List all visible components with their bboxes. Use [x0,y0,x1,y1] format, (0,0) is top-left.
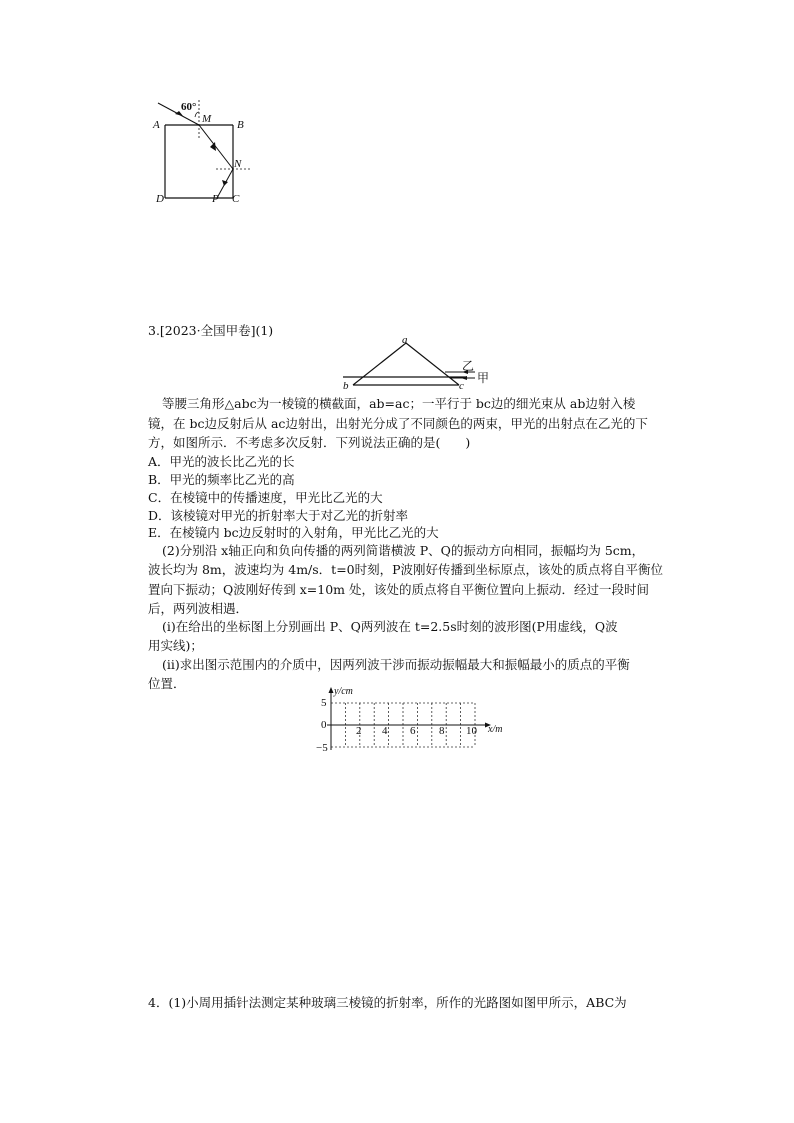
q3-part2-line-2: 波长均为 8m，波速均为 4m/s．t=0时刻，P波刚好传播到坐标原点，该处的质点将自平衡位 [148,562,664,577]
x-tick-6: 6 [410,725,416,737]
vertex-label-a-small: a [402,334,408,346]
x-tick-2: 2 [356,725,362,737]
vertex-label-c: C [232,193,240,205]
option-a: A．甲光的波长比乙光的长 [148,454,295,469]
beam-label-jia: 甲 [477,371,490,385]
q3-sub-ii-line-2: 位置． [148,676,186,691]
vertex-label-d: D [156,193,164,205]
q3-sub-i-line-1: (ⅰ)在给出的坐标图上分别画出 P、Q两列波在 t=2.5s时刻的波形图(P用虚线，Q波 [162,619,618,634]
q3-stem-line-1: 等腰三角形△abc为一棱镜的横截面，ab=ac；一平行于 bc边的细光束从 ab边射入棱 [162,396,636,411]
option-e: E．在棱镜内 bc边反射时的入射角，甲光比乙光的大 [148,525,439,540]
option-c: C．在棱镜中的传播速度，甲光比乙光的大 [148,490,383,505]
point-label-p: P [212,193,219,205]
q3-stem-line-3: 方，如图所示．不考虑多次反射．下列说法正确的是( ) [148,435,471,450]
option-d: D．该棱镜对甲光的折射率大于对乙光的折射率 [148,508,409,523]
point-label-n: N [234,158,242,170]
y-tick-0: 0 [321,719,327,731]
option-b: B．甲光的频率比乙光的高 [148,472,295,487]
x-tick-8: 8 [439,725,445,737]
q3-part2-line-1: (2)分别沿 x轴正向和负向传播的两列简谐横波 P、Q的振动方向相同，振幅均为 5cm， [162,543,645,558]
y-axis-label: y/cm [334,686,353,697]
question-4-line: 4．(1)小周用插针法测定某种玻璃三棱镜的折射率，所作的光路图如图甲所示，ABC为 [148,995,627,1010]
beam-label-yi: 乙 [462,359,475,373]
q3-stem-line-2: 镜，在 bc边反射后从 ac边射出，出射光分成了不同颜色的两束，甲光的出射点在乙光的下 [148,416,648,431]
vertex-label-c-small: c [459,380,464,392]
angle-label: 60° [181,101,197,113]
point-label-m: M [202,113,212,125]
q3-sub-ii-line-1: (ⅱ)求出图示范围内的介质中，因两列波干涉而振动振幅最大和振幅最小的质点的平衡 [162,657,630,672]
vertex-label-a: A [153,119,160,131]
question-3-header: 3.[2023·全国甲卷](1) [148,323,274,338]
q3-sub-i-line-2: 用实线)； [148,638,203,653]
y-tick-minus-5: −5 [316,742,328,754]
vertex-label-b-small: b [343,380,349,392]
q3-part2-line-4: 后，两列波相遇． [148,601,249,616]
x-axis-label: x/m [488,724,503,735]
y-tick-5: 5 [321,697,327,709]
x-tick-4: 4 [382,725,388,737]
x-tick-10: 10 [466,725,477,737]
q3-part2-line-3: 置向下振动；Q波刚好传到 x=10m 处，该处的质点将自平衡位置向上振动．经过一段时间 [148,582,649,597]
vertex-label-b: B [237,119,244,131]
